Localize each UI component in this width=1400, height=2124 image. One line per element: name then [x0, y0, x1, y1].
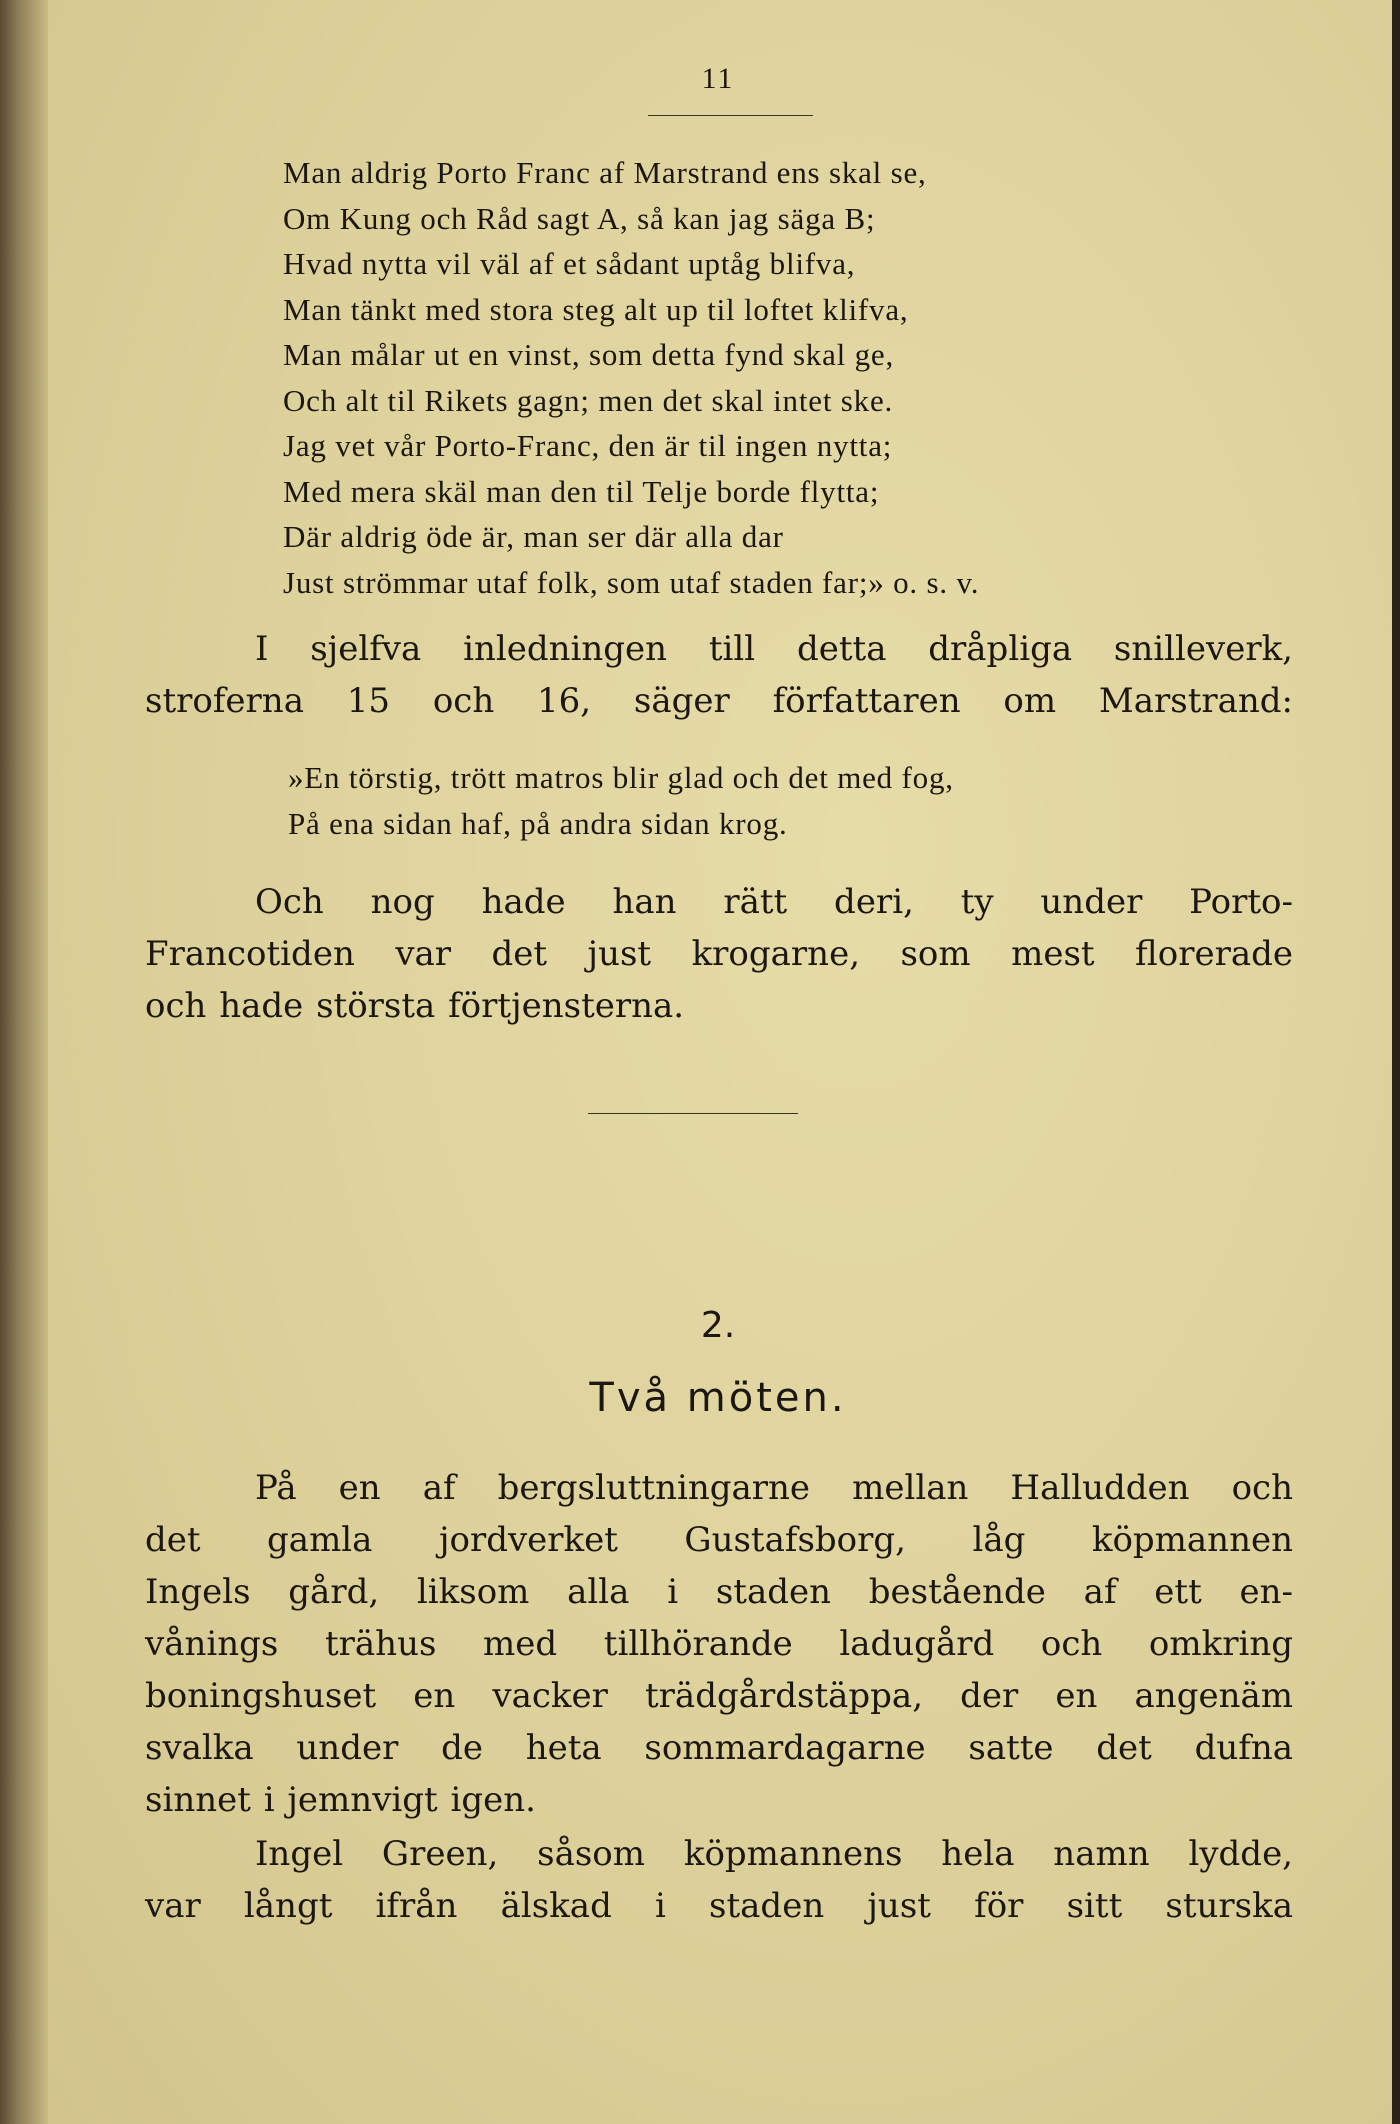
verse-line: Där aldrig öde är, man ser där alla dar — [283, 519, 784, 554]
paragraph-4 — [145, 1828, 1293, 1932]
verse-line: Just strömmar utaf folk, som utaf staden far;» o. s. v. — [283, 564, 980, 600]
paragraph-2 — [145, 876, 1293, 1032]
verse-line: Med mera skäl man den til Telje borde flytta; — [283, 473, 880, 509]
text-line: stroferna 15 och 16, säger författaren om Marstrand: — [145, 681, 1293, 721]
text-line: boningshuset en vacker trädgårdstäppa, der en angenäm — [145, 1676, 1293, 1716]
text-line: Ingel Green, såsom köpmannens hela namn lydde, — [255, 1834, 1293, 1874]
verse-line: Man målar ut en vinst, som detta fynd skal ge, — [283, 337, 895, 372]
text-line: På en af bergsluttningarne mellan Halludden och — [255, 1468, 1293, 1508]
verse-line: Man aldrig Porto Franc af Marstrand ens skal se, — [283, 155, 927, 190]
book-binding-edge — [0, 0, 48, 2124]
text-line: det gamla jordverket Gustafsborg, låg köpmannen — [145, 1520, 1293, 1560]
verse-quote-2 — [288, 755, 954, 846]
verse-line: Hvad nytta vil väl af et sådant uptåg blifva, — [283, 246, 856, 281]
section-divider — [588, 1113, 798, 1114]
paragraph-3 — [145, 1462, 1293, 1826]
text-line: sinnet i jemnvigt igen. — [145, 1780, 536, 1820]
verse-line: På ena sidan haf, på andra sidan krog. — [288, 805, 788, 841]
text-line: Francotiden var det just krogarne, som mest florerade — [145, 934, 1293, 974]
text-line: Och nog hade han rätt deri, ty under Porto- — [255, 882, 1293, 922]
verse-quote-1 — [283, 150, 979, 605]
text-line: och hade största förtjensterna. — [145, 986, 685, 1026]
page-number: 11 — [701, 62, 735, 95]
verse-line: Om Kung och Råd sagt A, så kan jag säga B; — [283, 200, 876, 236]
verse-line: Man tänkt med stora steg alt up til loftet klifva, — [283, 291, 909, 327]
text-line: Ingels gård, liksom alla i staden bestående af ett en- — [145, 1572, 1293, 1612]
text-line: I sjelfva inledningen till detta dråpliga snilleverk, — [255, 629, 1293, 669]
scan-border — [1392, 0, 1400, 2124]
text-line: svalka under de heta sommardagarne satte det dufna — [145, 1728, 1293, 1768]
header-rule — [648, 115, 813, 116]
chapter-number: 2. — [700, 1305, 736, 1346]
book-page — [48, 0, 1392, 2124]
paragraph-1 — [145, 623, 1293, 727]
verse-line: »En törstig, trött matros blir glad och det med fog, — [288, 760, 954, 795]
verse-line: Jag vet vår Porto-Franc, den är til ingen nytta; — [283, 428, 893, 463]
text-line: var långt ifrån älskad i staden just för sitt sturska — [145, 1886, 1293, 1926]
chapter-title: Två möten. — [589, 1375, 847, 1421]
text-line: vånings trähus med tillhörande ladugård och omkring — [145, 1624, 1293, 1664]
verse-line: Och alt til Rikets gagn; men det skal intet ske. — [283, 382, 894, 418]
